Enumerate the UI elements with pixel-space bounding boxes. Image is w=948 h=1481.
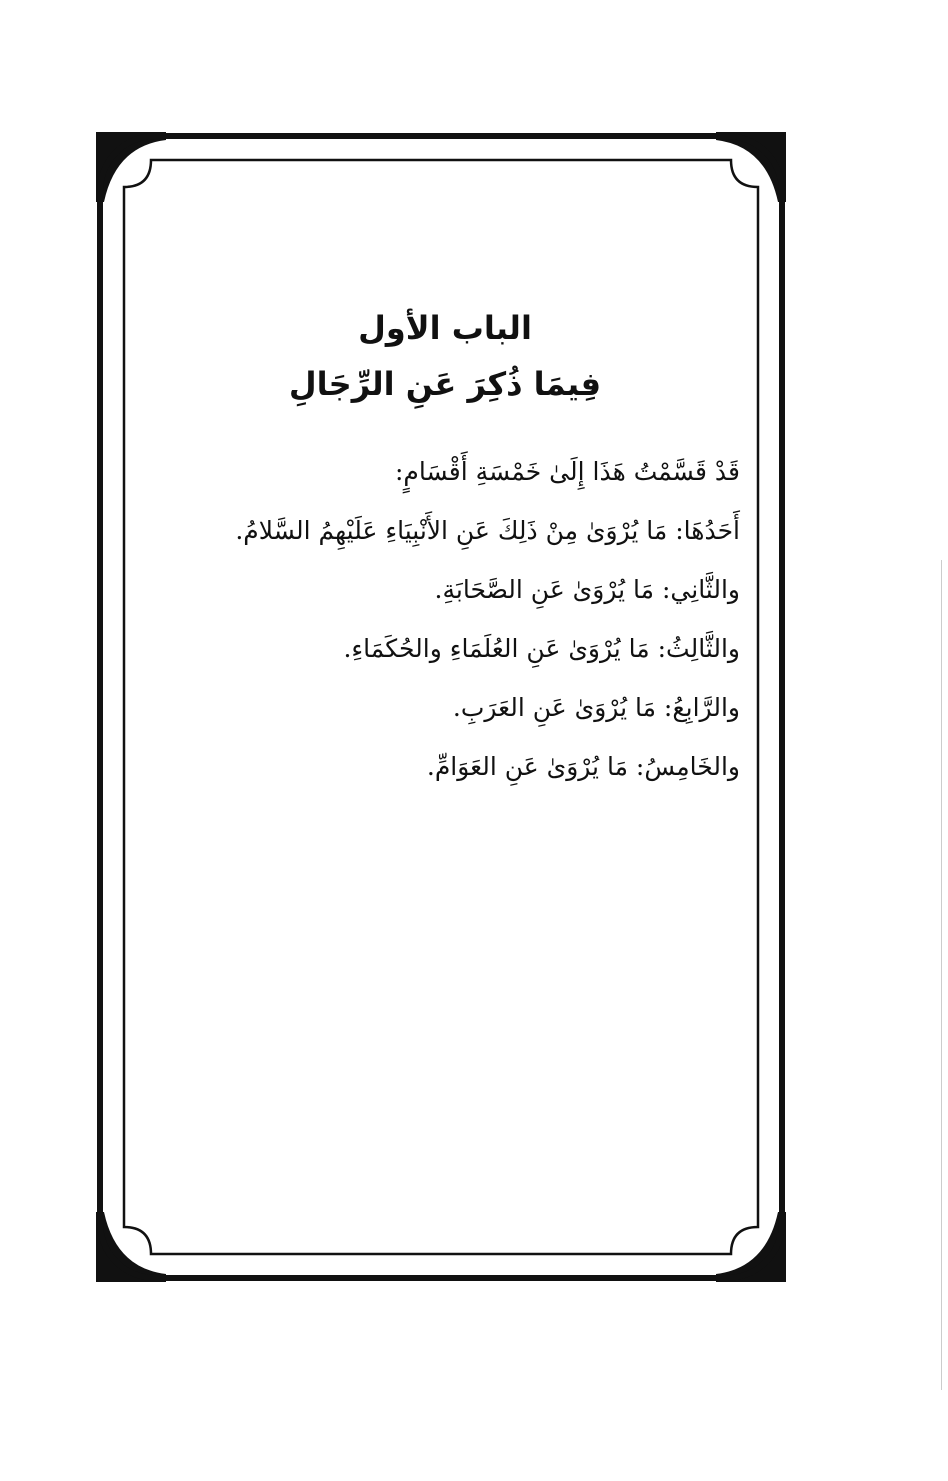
text-line: أَحَدُهَا: مَا يُرْوَىٰ مِنْ ذَلِكَ عَنِ الأَنْبِيَاءِ عَلَيْهِمُ السَّلامُ. — [235, 516, 740, 545]
text-line: والثَّانِي: مَا يُرْوَىٰ عَنِ الصَّحَابَةِ. — [434, 575, 740, 604]
scan-edge-line — [941, 560, 942, 1390]
chapter-content — [150, 300, 740, 796]
chapter-title: الباب الأول — [358, 309, 532, 347]
text-line: والرَّابِعُ: مَا يُرْوَىٰ عَنِ العَرَبِ. — [452, 693, 740, 722]
body-text — [150, 442, 740, 796]
text-line: والخَامِسُ: مَا يُرْوَىٰ عَنِ العَوَامِّ. — [426, 752, 740, 781]
text-line: والثَّالِثُ: مَا يُرْوَىٰ عَنِ العُلَمَاءِ والحُكَمَاءِ. — [343, 634, 740, 663]
text-line: قَدْ قَسَّمْتُ هَذَا إِلَىٰ خَمْسَةِ أَقْسَامٍ: — [394, 457, 740, 486]
chapter-subtitle: فِيمَا ذُكِرَ عَنِ الرِّجَالِ — [288, 365, 602, 403]
